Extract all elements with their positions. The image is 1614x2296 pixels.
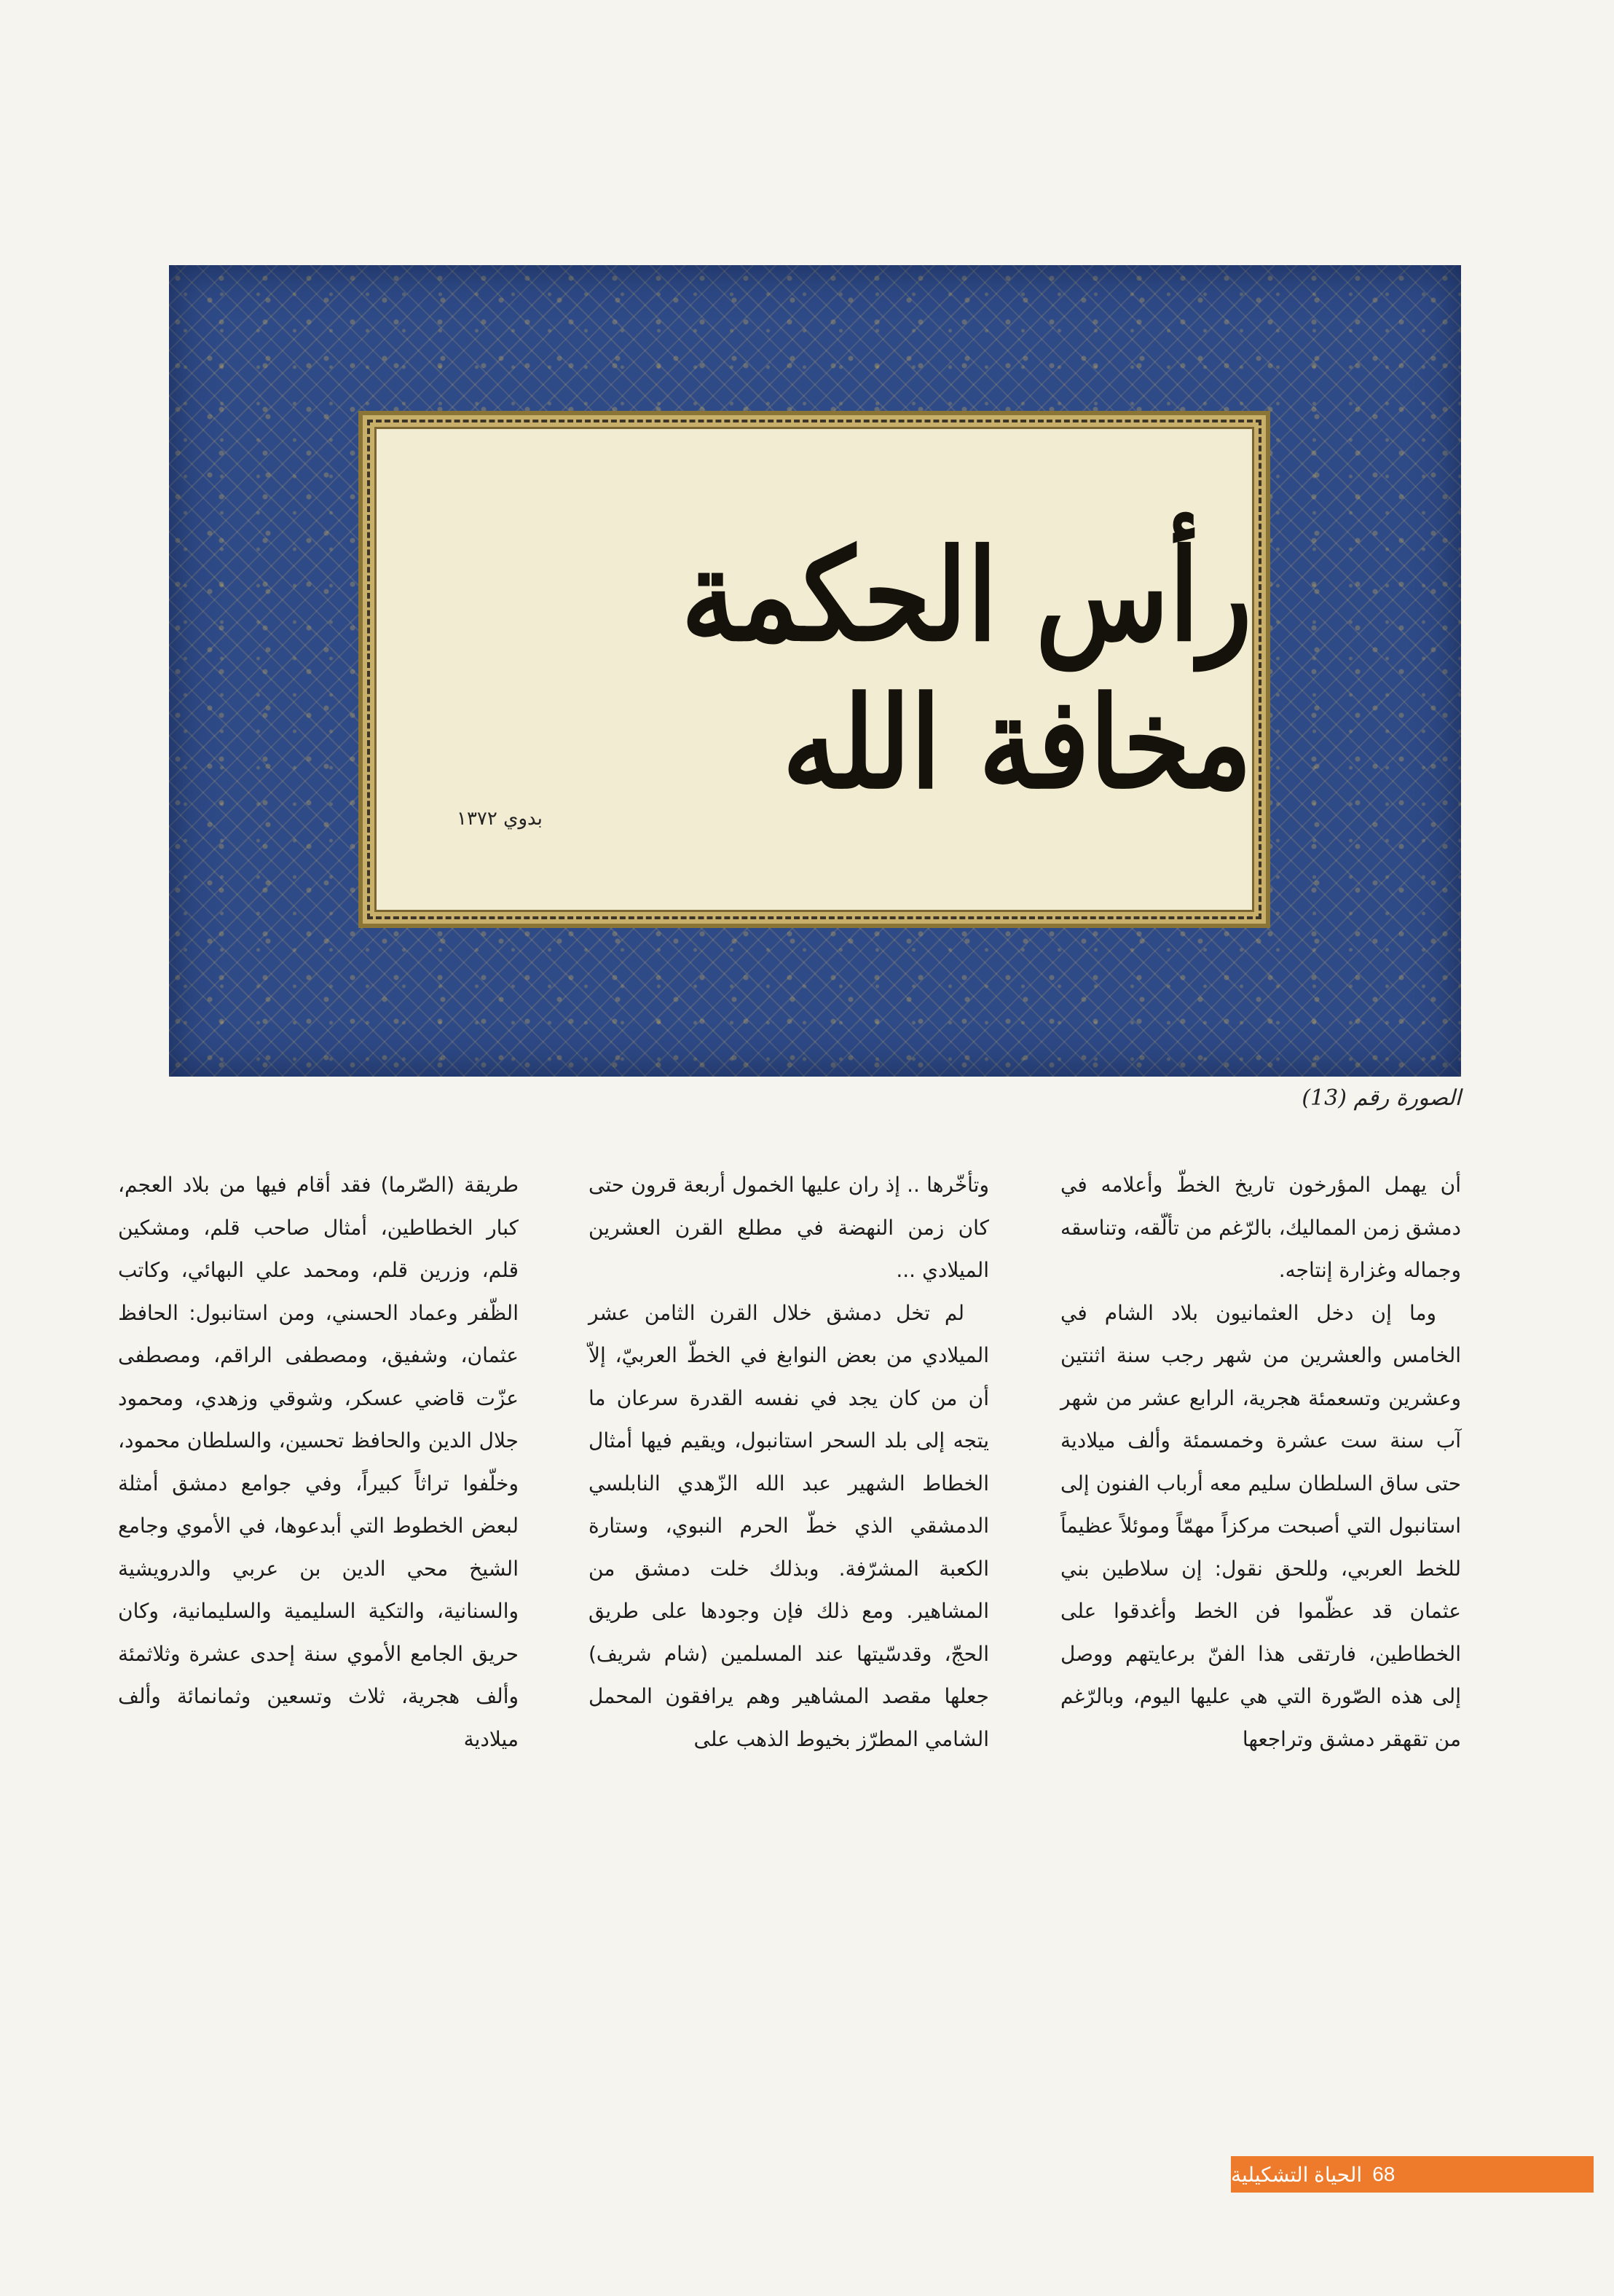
magazine-name: الحياة التشكيلية xyxy=(1231,2163,1363,2186)
calligrapher-signature: بدوي ١٣٧٢ xyxy=(457,808,543,830)
paragraph: أن يهمل المؤرخون تاريخ الخطّ وأعلامه في دمشق زمن المماليك، بالرّغم من تألّقه، وتناسقه وجماله وغزارة إنتاجه. xyxy=(1060,1173,1461,1282)
paragraph: طريقة (الصّرما) فقد أقام فيها من بلاد العجم، كبار الخطاطين، أمثال صاحب قلم، ومشكين قلم، وزرين قلم، ومحمد علي البهائي، وكاتب الظّفر وعماد الحسني، ومن استانبول: الحافظ عثمان، وشفيق، ومصطفى الراقم، ومصطفى عزّت قاضي عسكر، وشوقي وزهدي، ومحمود جلال الدين والحافظ تحسين، والسلطان محمود، وخلّفوا تراثاً كبيراً، وفي جوامع دمشق أمثلة لبعض الخطوط التي أبدعوها، في الأموي وجامع الشيخ محي الدين بن عربي والدرويشية والسنانية، والتكية السليمية والسليمانية، وكان حريق الجامع الأموي سنة إحدى عشرة وثلاثمئة وألف هجرية، ثلاث وتسعين وثمانمائة وألف ميلادية xyxy=(118,1173,519,1751)
paragraph: وتأخّرها .. إذ ران عليها الخمول أربعة قرون حتى كان زمن النهضة في مطلع القرن العشرين الميلادي ... xyxy=(588,1173,989,1282)
text-column-left xyxy=(118,1164,519,1761)
figure-caption: الصورة رقم (13) xyxy=(1302,1085,1461,1111)
paragraph: وما إن دخل العثمانيون بلاد الشام في الخامس والعشرين من شهر رجب سنة اثنتين وعشرين وتسعمئة هجرية، الرابع عشر من شهر آب سنة ست عشرة وخمسمئة وألف ميلادية حتى ساق السلطان سليم معه أرباب الفنون إلى استانبول التي أصبحت مركزاً مهمّاً وموئلاً عظيماً للخط العربي، وللحق نقول: إن سلاطين بني عثمان قد عظّموا فن الخط وأغدقوا على الخطاطين، فارتقى هذا الفنّ برعايتهم ووصل إلى هذه الصّورة التي هي عليها اليوم، وبالرّغم من تقهقر دمشق وتراجعها xyxy=(1060,1300,1461,1751)
calligraphy-panel xyxy=(374,427,1254,912)
page-number: 68 xyxy=(1372,2163,1395,2185)
calligraphy-frame xyxy=(358,411,1270,928)
text-column-right xyxy=(1060,1164,1461,1761)
paragraph: لم تخل دمشق خلال القرن الثامن عشر الميلادي من بعض النوابغ في الخطّ العربيّ، إلاّ أن من كان يجد في نفسه القدرة سرعان ما يتجه إلى بلد السحر استانبول، ويقيم فيها أمثال الخطاط الشهير عبد الله الزّهدي النابلسي الدمشقي الذي خطّ الحرم النبوي، وستارة الكعبة المشرّفة. وبذلك خلت دمشق من المشاهير. ومع ذلك فإن وجودها على طريق الحجّ، وقدسّيتها عند المسلمين (شام شريف) جعلها مقصد المشاهير وهم يرافقون المحمل الشامي المطرّز بخيوط الذهب على xyxy=(588,1300,989,1751)
page-footer xyxy=(1231,2156,1594,2193)
calligraphy-text: رأس الحكمة مخافة الله xyxy=(681,522,1252,817)
calligraphy-plate xyxy=(169,265,1461,1077)
text-column-middle xyxy=(588,1164,989,1761)
